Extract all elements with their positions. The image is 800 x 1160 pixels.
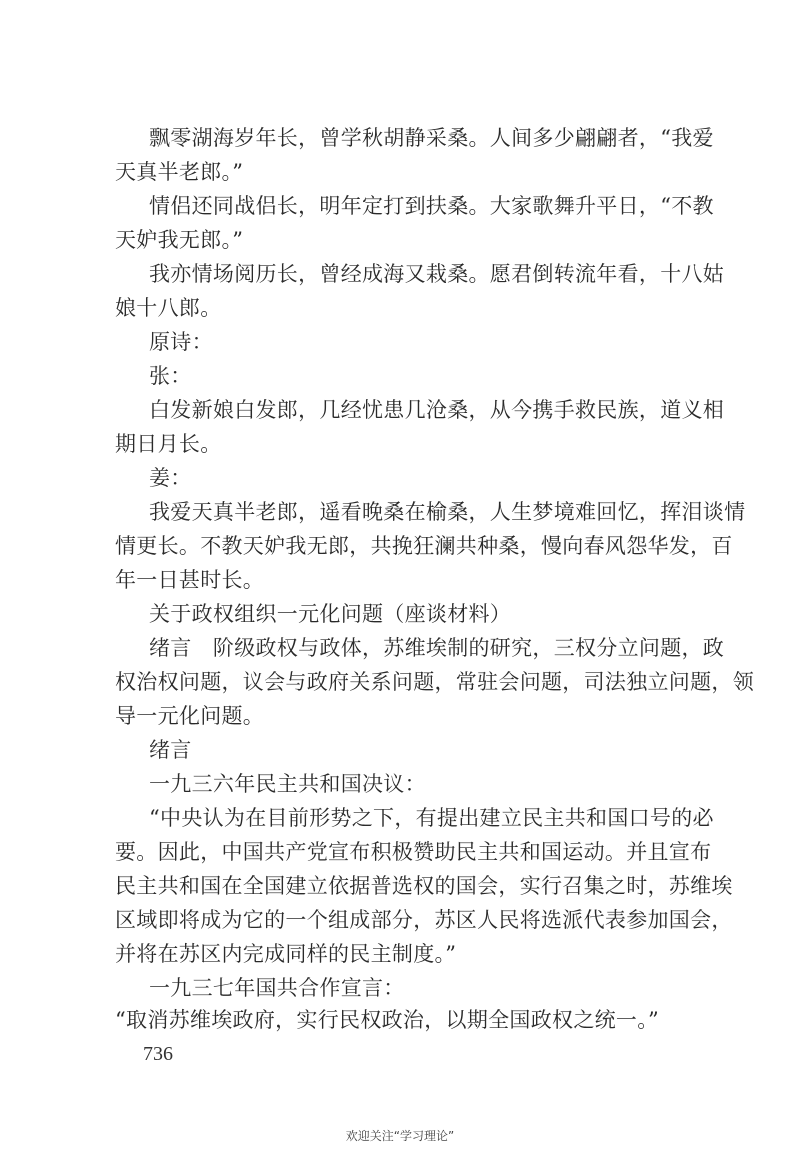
text-line: 情更长。不教天妒我无郎，共挽狂澜共种桑，慢向春风怨华发，百 bbox=[115, 534, 733, 558]
text-line: 一九三七年国共合作宣言： bbox=[149, 976, 405, 1000]
text-line: 期日月长。 bbox=[115, 432, 222, 456]
text-line: 白发新娘白发郎，几经忧患几沧桑，从今携手救民族，道义相 bbox=[149, 398, 725, 422]
section-heading: 绪言 bbox=[149, 738, 192, 762]
section-title: 关于政权组织一元化问题（座谈材料） bbox=[149, 602, 512, 626]
page-number: 736 bbox=[143, 1043, 173, 1065]
text-line: 权治权问题，议会与政府关系问题，常驻会问题，司法独立问题，领 bbox=[115, 670, 754, 694]
text-line: 年一日甚时长。 bbox=[115, 568, 265, 592]
quote-line: “中央认为在目前形势之下，有提出建立民主共和国口号的必 bbox=[149, 806, 714, 830]
quote-line: “取消苏维埃政府，实行民权政治，以期全国政权之统一。” bbox=[115, 1008, 660, 1032]
text-line: 我爱天真半老郎，遥看晚桑在榆桑，人生梦境难回忆，挥泪谈情 bbox=[149, 500, 746, 524]
text-line: 天妒我无郎。” bbox=[115, 228, 244, 252]
speaker-label: 姜： bbox=[149, 466, 192, 490]
text-line: 飘零湖海岁年长，曾学秋胡静采桑。人间多少翩翩者，“我爱 bbox=[149, 126, 714, 150]
text-line: 导一元化问题。 bbox=[115, 704, 265, 728]
quote-line: 并将在苏区内完成同样的民主制度。” bbox=[115, 942, 457, 966]
quote-line: 民主共和国在全国建立依据普选权的国会，实行召集之时，苏维埃 bbox=[115, 874, 733, 898]
footer-text: 欢迎关注“学习理论” bbox=[345, 1129, 455, 1143]
text-line: 娘十八郎。 bbox=[115, 296, 222, 320]
quote-line: 区域即将成为它的一个组成部分，苏区人民将选派代表参加国会， bbox=[115, 908, 733, 932]
text-line: 一九三六年民主共和国决议： bbox=[149, 772, 426, 796]
speaker-label: 张： bbox=[149, 364, 192, 388]
text-line: 情侣还同战侣长，明年定打到扶桑。大家歌舞升平日，“不教 bbox=[149, 194, 714, 218]
quote-line: 要。因此，中国共产党宣布积极赞助民主共和国运动。并且宣布 bbox=[115, 840, 712, 864]
text-line: 我亦情场阅历长，曾经成海又栽桑。愿君倒转流年看，十八姑 bbox=[149, 262, 725, 286]
text-line: 绪言 阶级政权与政体，苏维埃制的研究，三权分立问题，政 bbox=[149, 636, 725, 660]
text-line: 天真半老郎。” bbox=[115, 160, 244, 184]
poem-heading: 原诗： bbox=[149, 330, 213, 354]
